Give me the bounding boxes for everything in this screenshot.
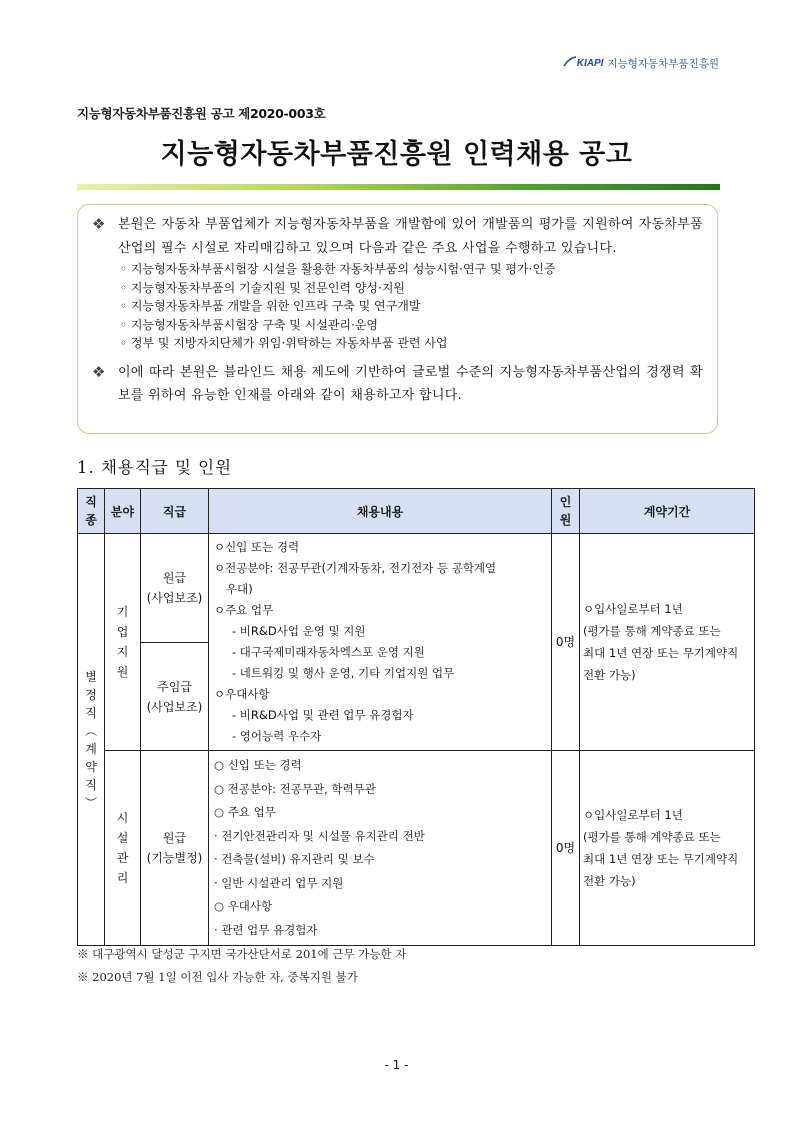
content-line: - 영어능력 우수자 [232, 729, 322, 743]
grade-cell [141, 751, 209, 946]
period-line: 최대 1년 연장 또는 무기계약직 [583, 852, 739, 866]
content-line: - 대구국제미래자동차엑스포 운영 지원 [232, 645, 425, 659]
content-cell [209, 751, 552, 946]
content-line: ○ 우대사항 [214, 899, 273, 913]
notice-number: 지능형자동차부품진흥원 공고 제2020-003호 [77, 106, 326, 121]
grade-sub-text: (기능별정) [146, 851, 203, 865]
grade-sub-text: (사업보조) [146, 591, 203, 605]
intro-box [77, 204, 718, 434]
grade-text: 주임급 [157, 679, 192, 694]
field-cell [105, 751, 141, 946]
title-underline-bar [77, 184, 720, 190]
field-text: 시설 관리 [116, 811, 129, 885]
content-line: - 비R&D사업 및 관련 업무 유경험자 [232, 708, 414, 722]
content-line: - 네트워킹 및 행사 운영, 기타 기업지원 업무 [232, 666, 455, 680]
period-line: (평가를 통해 계약종료 또는 [583, 830, 721, 844]
content-line: ㅇ전공분야: 전공무관(기계자동차, 전기전자 등 공학계열 [214, 561, 497, 575]
logo-mark-text: KIAPI [576, 58, 604, 69]
business-item: ◦ 정부 및 지방자치단체가 위임·위탁하는 자동차부품 관련 사업 [120, 334, 703, 353]
count-cell: 0명 [552, 534, 580, 751]
logo-text: 지능형자동차부품진흥원 [607, 58, 719, 70]
period-line: 전환 가능) [583, 874, 636, 888]
content-line: ○ 신입 또는 경력 [214, 758, 302, 772]
content-line: · 관련 업무 유경험자 [214, 922, 318, 937]
content-line: · 전기안전관리자 및 시설물 유지관리 전반 [214, 828, 425, 843]
grade-sub-text: (사업보조) [146, 699, 203, 714]
content-line: ○ 전공분야: 전공무관, 학력무관 [214, 781, 376, 796]
header-field: 분야 [105, 489, 141, 534]
header-grade: 직급 [141, 489, 209, 534]
recruitment-table [77, 488, 755, 946]
period-line: 전환 가능) [583, 668, 636, 682]
table-row [78, 751, 755, 946]
header-period: 계약기간 [580, 489, 755, 534]
period-line: 최대 1년 연장 또는 무기계약직 [583, 646, 739, 660]
grade-cell [141, 534, 209, 643]
header-count: 인 원 [552, 489, 580, 534]
period-cell [580, 534, 755, 751]
section-title: 1. 채용직급 및 인원 [77, 458, 233, 477]
header-content: 채용내용 [209, 489, 552, 534]
logo-swoosh-icon [563, 56, 577, 68]
job-type-cell [78, 534, 105, 946]
content-line: ㅇ신입 또는 경력 [214, 540, 300, 554]
period-cell [580, 751, 755, 946]
business-item: ◦ 지능형자동차부품의 기술지원 및 전문인력 양성·지원 [120, 279, 703, 298]
business-item: ◦ 지능형자동차부품시험장 시설을 활용한 자동차부품의 성능시험·연구 및 평가·인증 [120, 260, 703, 279]
content-line: ○ 주요 업무 [214, 805, 276, 819]
grade-text: 원급 [162, 831, 187, 845]
period-line: ㅇ입사일로부터 1년 [583, 808, 683, 822]
footnote: ※ 2020년 7월 1일 이전 입사 가능한 자, 중복지원 불가 [77, 970, 358, 984]
business-item: ◦ 지능형자동차부품 개발을 위한 인프라 구축 및 연구개발 [120, 297, 703, 316]
content-line: ㅇ주요 업무 [214, 603, 274, 617]
content-line: 우대) [226, 582, 253, 596]
field-cell [105, 534, 141, 751]
diamond-bullet-icon: ❖ [92, 215, 106, 233]
job-type-text: 별 정 직 ︵ 계 약 직 ︶ [84, 669, 97, 810]
intro-paragraph-1 [92, 213, 703, 260]
grade-cell [141, 643, 209, 751]
table-header-row [78, 489, 755, 534]
content-line: · 건축물(설비) 유지관리 및 보수 [214, 852, 375, 866]
table-row [78, 534, 755, 643]
header-job-type: 직 종 [78, 489, 105, 534]
intro-paragraph-2-text: 이에 따라 본원은 블라인드 채용 제도에 기반하여 글로벌 수준의 지능형자동차부품산업의 경쟁력 확보를 위하여 유능한 인재를 아래와 같이 채용하고자 합니다. [118, 364, 703, 403]
intro-paragraph-1-text: 본원은 자동차 부품업체가 지능형자동차부품을 개발함에 있어 개발품의 평가를 지원하여 자동차부품산업의 필수 시설로 자리매김하고 있으며 다음과 같은 주요 사업을 수행하고 있습니다. [118, 217, 703, 256]
logo-mark [577, 58, 604, 69]
business-item: ◦ 지능형자동차부품시험장 구축 및 시설관리·운영 [120, 316, 703, 335]
business-list [120, 260, 703, 353]
period-line: ㅇ입사일로부터 1년 [583, 602, 683, 616]
content-line: ㅇ우대사항 [214, 687, 270, 701]
count-cell: 0명 [552, 751, 580, 946]
content-cell [209, 534, 552, 751]
intro-paragraph-2 [92, 361, 703, 408]
diamond-bullet-icon: ❖ [92, 362, 106, 381]
grade-text: 원급 [162, 571, 187, 585]
content-line: - 비R&D사업 운영 및 지원 [232, 624, 366, 638]
content-line: · 일반 시설관리 업무 지원 [214, 875, 344, 890]
field-text: 기업 지원 [116, 605, 129, 679]
period-line: (평가를 통해 계약종료 또는 [583, 624, 721, 638]
footnotes [77, 943, 406, 989]
kiapi-logo [577, 56, 719, 71]
footnote: ※ 대구광역시 달성군 구지면 국가산단서로 201에 근무 가능한 자 [77, 947, 407, 961]
page-title: 지능형자동차부품진흥원 인력채용 공고 [160, 139, 633, 170]
page-number: - 1 - [384, 1058, 409, 1072]
